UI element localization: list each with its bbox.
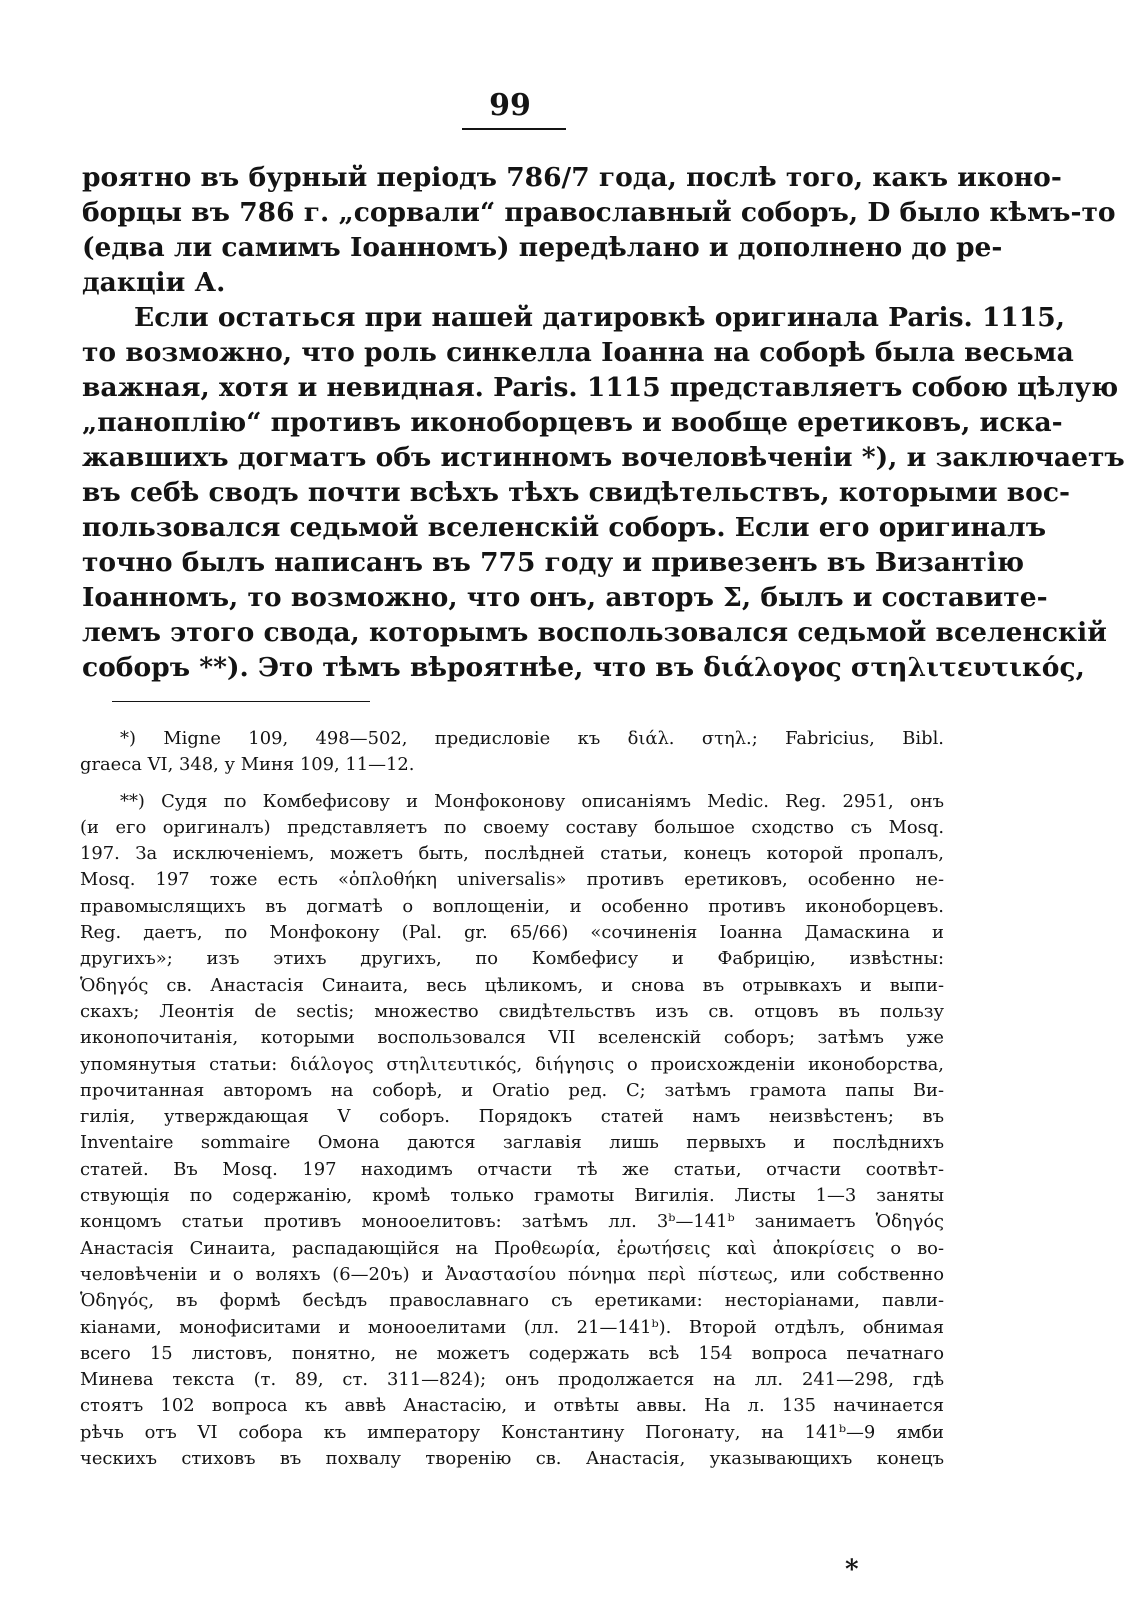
footnote-line: Mosq. 197 тоже есть «ὁπλοθήκη universalis» противъ еретиковъ, особенно не- <box>80 869 944 891</box>
text-line: важная, хотя и невидная. Paris. 1115 представляетъ собою цѣлую <box>82 372 1119 403</box>
text-line: въ себѣ сводъ почти всѣхъ тѣхъ свидѣтельствъ, которыми вос- <box>82 477 1070 508</box>
text-line: „паноплію“ противъ иконоборцевъ и вообще еретиковъ, иска- <box>82 407 1063 438</box>
footnote-line: концомъ статьи противъ монооелитовъ: затѣмъ лл. 3ᵇ—141ᵇ занимаетъ Ὁδηγός <box>80 1211 944 1233</box>
footnote-line: ствующія по содержанію, кромѣ только грамоты Вигилія. Листы 1—3 заняты <box>80 1185 944 1207</box>
signature-mark: * <box>845 1555 859 1585</box>
footnote-line: *) Migne 109, 498—502, предисловіе къ διάλ. στηλ.; Fabricius, Bibl. <box>120 728 944 749</box>
footnote-line: ческихъ стиховъ въ похвалу творенію св. Анастасія, указывающихъ конецъ <box>80 1448 944 1470</box>
footnote-line: рѣчь отъ VI собора къ императору Константину Погонату, на 141ᵇ—9 ямби <box>80 1421 944 1443</box>
footnote-line: человѣченіи и о воляхъ (6—20ъ) и Ἀναστασίου πόνημα περὶ πίστεως, или собственно <box>80 1263 944 1285</box>
footnote-line: иконопочитанія, которыми воспользовался VII вселенскій соборъ; затѣмъ уже <box>80 1027 944 1049</box>
text-line: пользовался седьмой вселенскій соборъ. Если его оригиналъ <box>82 512 1047 543</box>
footnote-line: 197. За исключеніемъ, можетъ быть, послѣдней статьи, конецъ которой пропалъ, <box>80 843 944 865</box>
main-text <box>82 160 1125 685</box>
text-line: дакціи А. <box>82 267 226 298</box>
text-line: роятно въ бурный періодъ 786/7 года, послѣ того, какъ иконо- <box>82 162 1062 193</box>
footnote-line: Inventaire sommaire Омона даются заглавія лишь первыхъ и послѣднихъ <box>80 1132 944 1154</box>
text-line: (едва ли самимъ Іоанномъ) передѣлано и дополнено до ре- <box>82 232 1003 263</box>
footnote-line: другихъ»; изъ этихъ другихъ, по Комбефису и Фабрицію, извѣстны: <box>80 948 944 970</box>
footnotes <box>80 726 944 1472</box>
text-line: соборъ **). Это тѣмъ вѣроятнѣе, что въ διάλογος στηλιτευτικός, <box>82 652 1085 683</box>
footnote-line: **) Судя по Комбефисову и Монфоконову описаніямъ Medic. Reg. 2951, онъ <box>120 790 944 812</box>
page-number: 99 <box>489 88 531 123</box>
footnote-line: Ὁδηγός, въ формѣ бесѣдъ православнаго съ еретиками: несторіанами, павли- <box>80 1290 944 1312</box>
text-line: точно былъ написанъ въ 775 году и привезенъ въ Византію <box>82 547 1025 578</box>
footnote-line: гилія, утверждающая V соборъ. Порядокъ статей намъ неизвѣстенъ; въ <box>80 1106 944 1128</box>
footnote-line: прочитанная авторомъ на соборѣ, и Oratio ред. C; затѣмъ грамота папы Ви- <box>80 1079 944 1101</box>
footnote-line: Reg. даетъ, по Монфокону (Pal. gr. 65/66) «сочиненія Іоанна Дамаскина и <box>80 922 944 944</box>
text-line: борцы въ 786 г. „сорвали“ православный соборъ, D было кѣмъ-то <box>82 197 1116 228</box>
text-line: Іоанномъ, то возможно, что онъ, авторъ Σ, былъ и составите- <box>82 582 1048 613</box>
footnote-line: всего 15 листовъ, понятно, не можетъ содержать всѣ 154 вопроса печатнаго <box>80 1342 944 1364</box>
footnote-line: упомянутыя статьи: διάλογος στηλιτευτικός, διήγησις о происхожденіи иконоборства, <box>80 1053 944 1075</box>
footnote-line: скахъ; Леонтія de sectis; множество свидѣтельствъ изъ св. отцовъ въ пользу <box>80 1000 944 1022</box>
footnote-line: кіанами, монофиситами и монооелитами (лл. 21—141ᵇ). Второй отдѣлъ, обнимая <box>80 1316 944 1338</box>
text-line: лемъ этого свода, которымъ воспользовался седьмой вселенскій <box>82 617 1107 648</box>
footnote-line: стоятъ 102 вопроса къ аввѣ Анастасію, и отвѣты аввы. На л. 135 начинается <box>80 1395 944 1417</box>
footnote-line: Анастасія Синаита, распадающійся на Προθεωρία, ἐρωτήσεις καὶ ἀποκρίσεις о во- <box>80 1237 944 1259</box>
text-line: Если остаться при нашей датировкѣ оригинала Paris. 1115, <box>134 302 1065 333</box>
footnote-line: Минева текста (т. 89, ст. 311—824); онъ продолжается на лл. 241—298, гдѣ <box>80 1369 944 1391</box>
footnote-separator <box>112 701 370 702</box>
footnote-line: правомыслящихъ въ догматѣ о воплощеніи, и особенно противъ иконоборцевъ. <box>80 895 944 917</box>
text-line: жавшихъ догматъ объ истинномъ вочеловѣченіи *), и заключаетъ <box>82 442 1125 473</box>
footnote-line: Ὁδηγός св. Анастасія Синаита, весь цѣликомъ, и снова въ отрывкахъ и выпи- <box>80 974 944 996</box>
footnote-line: (и его оригиналъ) представляетъ по своему составу большое сходство съ Mosq. <box>80 816 944 838</box>
page-number-rule <box>462 128 566 130</box>
text-line: то возможно, что роль синкелла Іоанна на соборѣ была весьма <box>82 337 1074 368</box>
footnote-line: статей. Въ Mosq. 197 находимъ отчасти тѣ же статьи, отчасти соотвѣт- <box>80 1158 944 1180</box>
footnote-line: graeca VI, 348, у Миня 109, 11—12. <box>80 754 415 776</box>
